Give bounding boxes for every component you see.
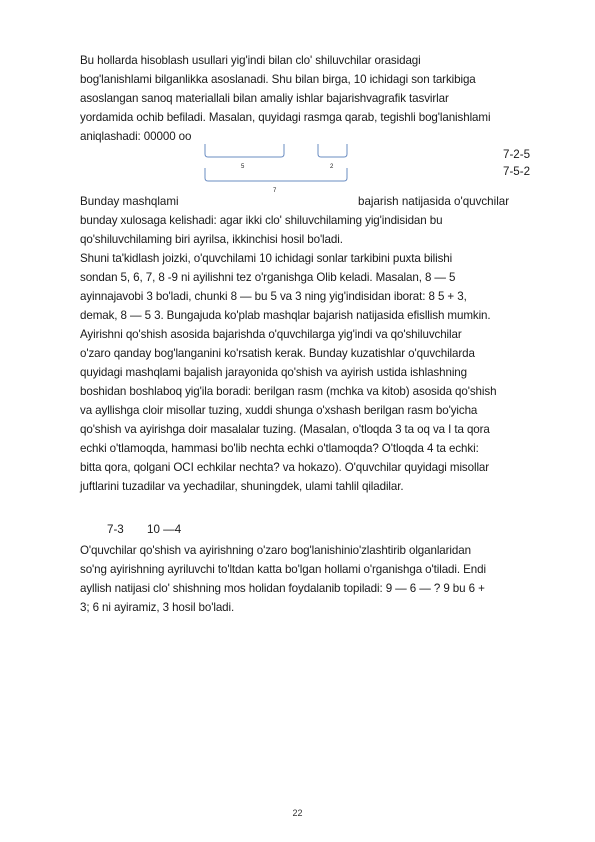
brace-total [205,168,347,181]
text-line: boshidan boshlaboq yig'ila boradi: berilgan rasm (mchka va kitob) asosida qo'shish [80,385,497,398]
brace-left-segment [205,144,284,157]
text-line: Shuni ta'kidlash joizki, o'quvchilami 10 ichidagi sonlar tarkibini puxta bilishi [80,252,453,265]
text-line: asoslangan sanoq materiallali bilan amaliy ishlar bajarishvagrafik tasvirlar [80,92,449,105]
diagram-label-total: 7 [273,188,277,194]
text-line: echki o'tlamoqda, hammasi bo'lib nechta echki o'tlamoqda? O'tloqda 4 ta echki: [80,442,479,455]
text-line: sondan 5, 6, 7, 8 -9 ni ayilishni tez o'rganishga Olib keladi. Masalan, 8 — 5 [80,271,456,284]
text-line: qo'shiluvchilaming biri ayrilsa, ikkinchisi hosil bo'ladi. [80,233,343,246]
text-line: bunday xulosaga kelishadi: agar ikki clo' shiluvchilaming yig'indisidan bu [80,214,443,227]
text-line-end: bajarish natijasida o'quvchilar [358,195,510,208]
diagram-label-right: 2 [330,164,334,170]
text-line-start: Bunday mashqlami [80,195,179,208]
text-line: o'zaro qanday bog'langanini ko'rsatish kerak. Bunday kuzatishlar o'quvchilarda [80,347,475,360]
page-number: 22 [292,808,303,818]
text-line: quyidagi mashqlami bajalish jarayonida qo'shish va ayirish ustida ishlashning [80,366,467,379]
text-line: yordamida ochib befiladi. Masalan, quyidagi rasmga qarab, tegishli bog'lanishlami [80,111,491,124]
text-line: aniqlashadi: 00000 oo [80,130,192,143]
text-line: qo'shish va ayirishga doir masalalar tuzing. (Masalan, o'tloqda 3 ta oq va I ta qora [80,423,490,436]
text-line: so'ng ayirishning ayriluvchi to'ltdan katta bo'lgan hollami o'rganishga o'tiladi. Endi [80,563,486,576]
brace-right-segment [318,144,347,157]
equation-7-5-2: 7-5-2 [503,165,531,178]
expression-7-3: 7-3 [107,523,124,536]
text-line: bog'lanishlami bilganlikka asoslanadi. Shu bilan birga, 10 ichidagi son tarkibiga [80,73,476,86]
text-line: demak, 8 — 5 3. Bungajuda ko'plab mashqlar bajarish natijasida efisllish mumkin. [80,309,491,322]
text-line: O'quvchilar qo'shish va ayirishning o'zaro bog'lanishinio'zlashtirib olganlaridan [80,544,471,557]
diagram-label-left: 5 [241,164,245,170]
text-line: juftlarini tuzadilar va yechadilar, shuningdek, ulami tahlil qiladilar. [80,480,404,493]
paragraph-intro [80,51,548,146]
text-line: 3; 6 ni ayiramiz, 3 hosil bo'ladi. [80,601,235,614]
paragraph-final [80,541,548,617]
text-line: ayinnajavobi 3 bo'ladi, chunki 8 — bu 5 va 3 ning yig'indisidan iborat: 8 5 + 3, [80,290,467,303]
text-line: va ayllishga cloir misollar tuzing, xuddi shunga o'xshash berilgan rasm bo'yicha [80,404,478,417]
text-line: ayllish natijasi clo' shishning mos holidan foydalanib topiladi: 9 — 6 — ? 9 bu 6 + [80,582,485,595]
text-line: bitta qora, qolgani OCI echkilar nechta? va hokazo). O'quvchilar quyidagi misollar [80,461,490,474]
paragraph-main [80,211,548,496]
equation-7-2-5: 7-2-5 [503,148,531,161]
text-line: Ayirishni qo'shish asosida bajarishda o'quvchilarga yig'indi va qo'shiluvchilar [80,328,462,341]
text-line: Bu hollarda hisoblash usullari yig'indi bilan clo' shiluvchilar orasidagi [80,54,421,67]
expression-10-4: 10 —4 [147,523,182,536]
